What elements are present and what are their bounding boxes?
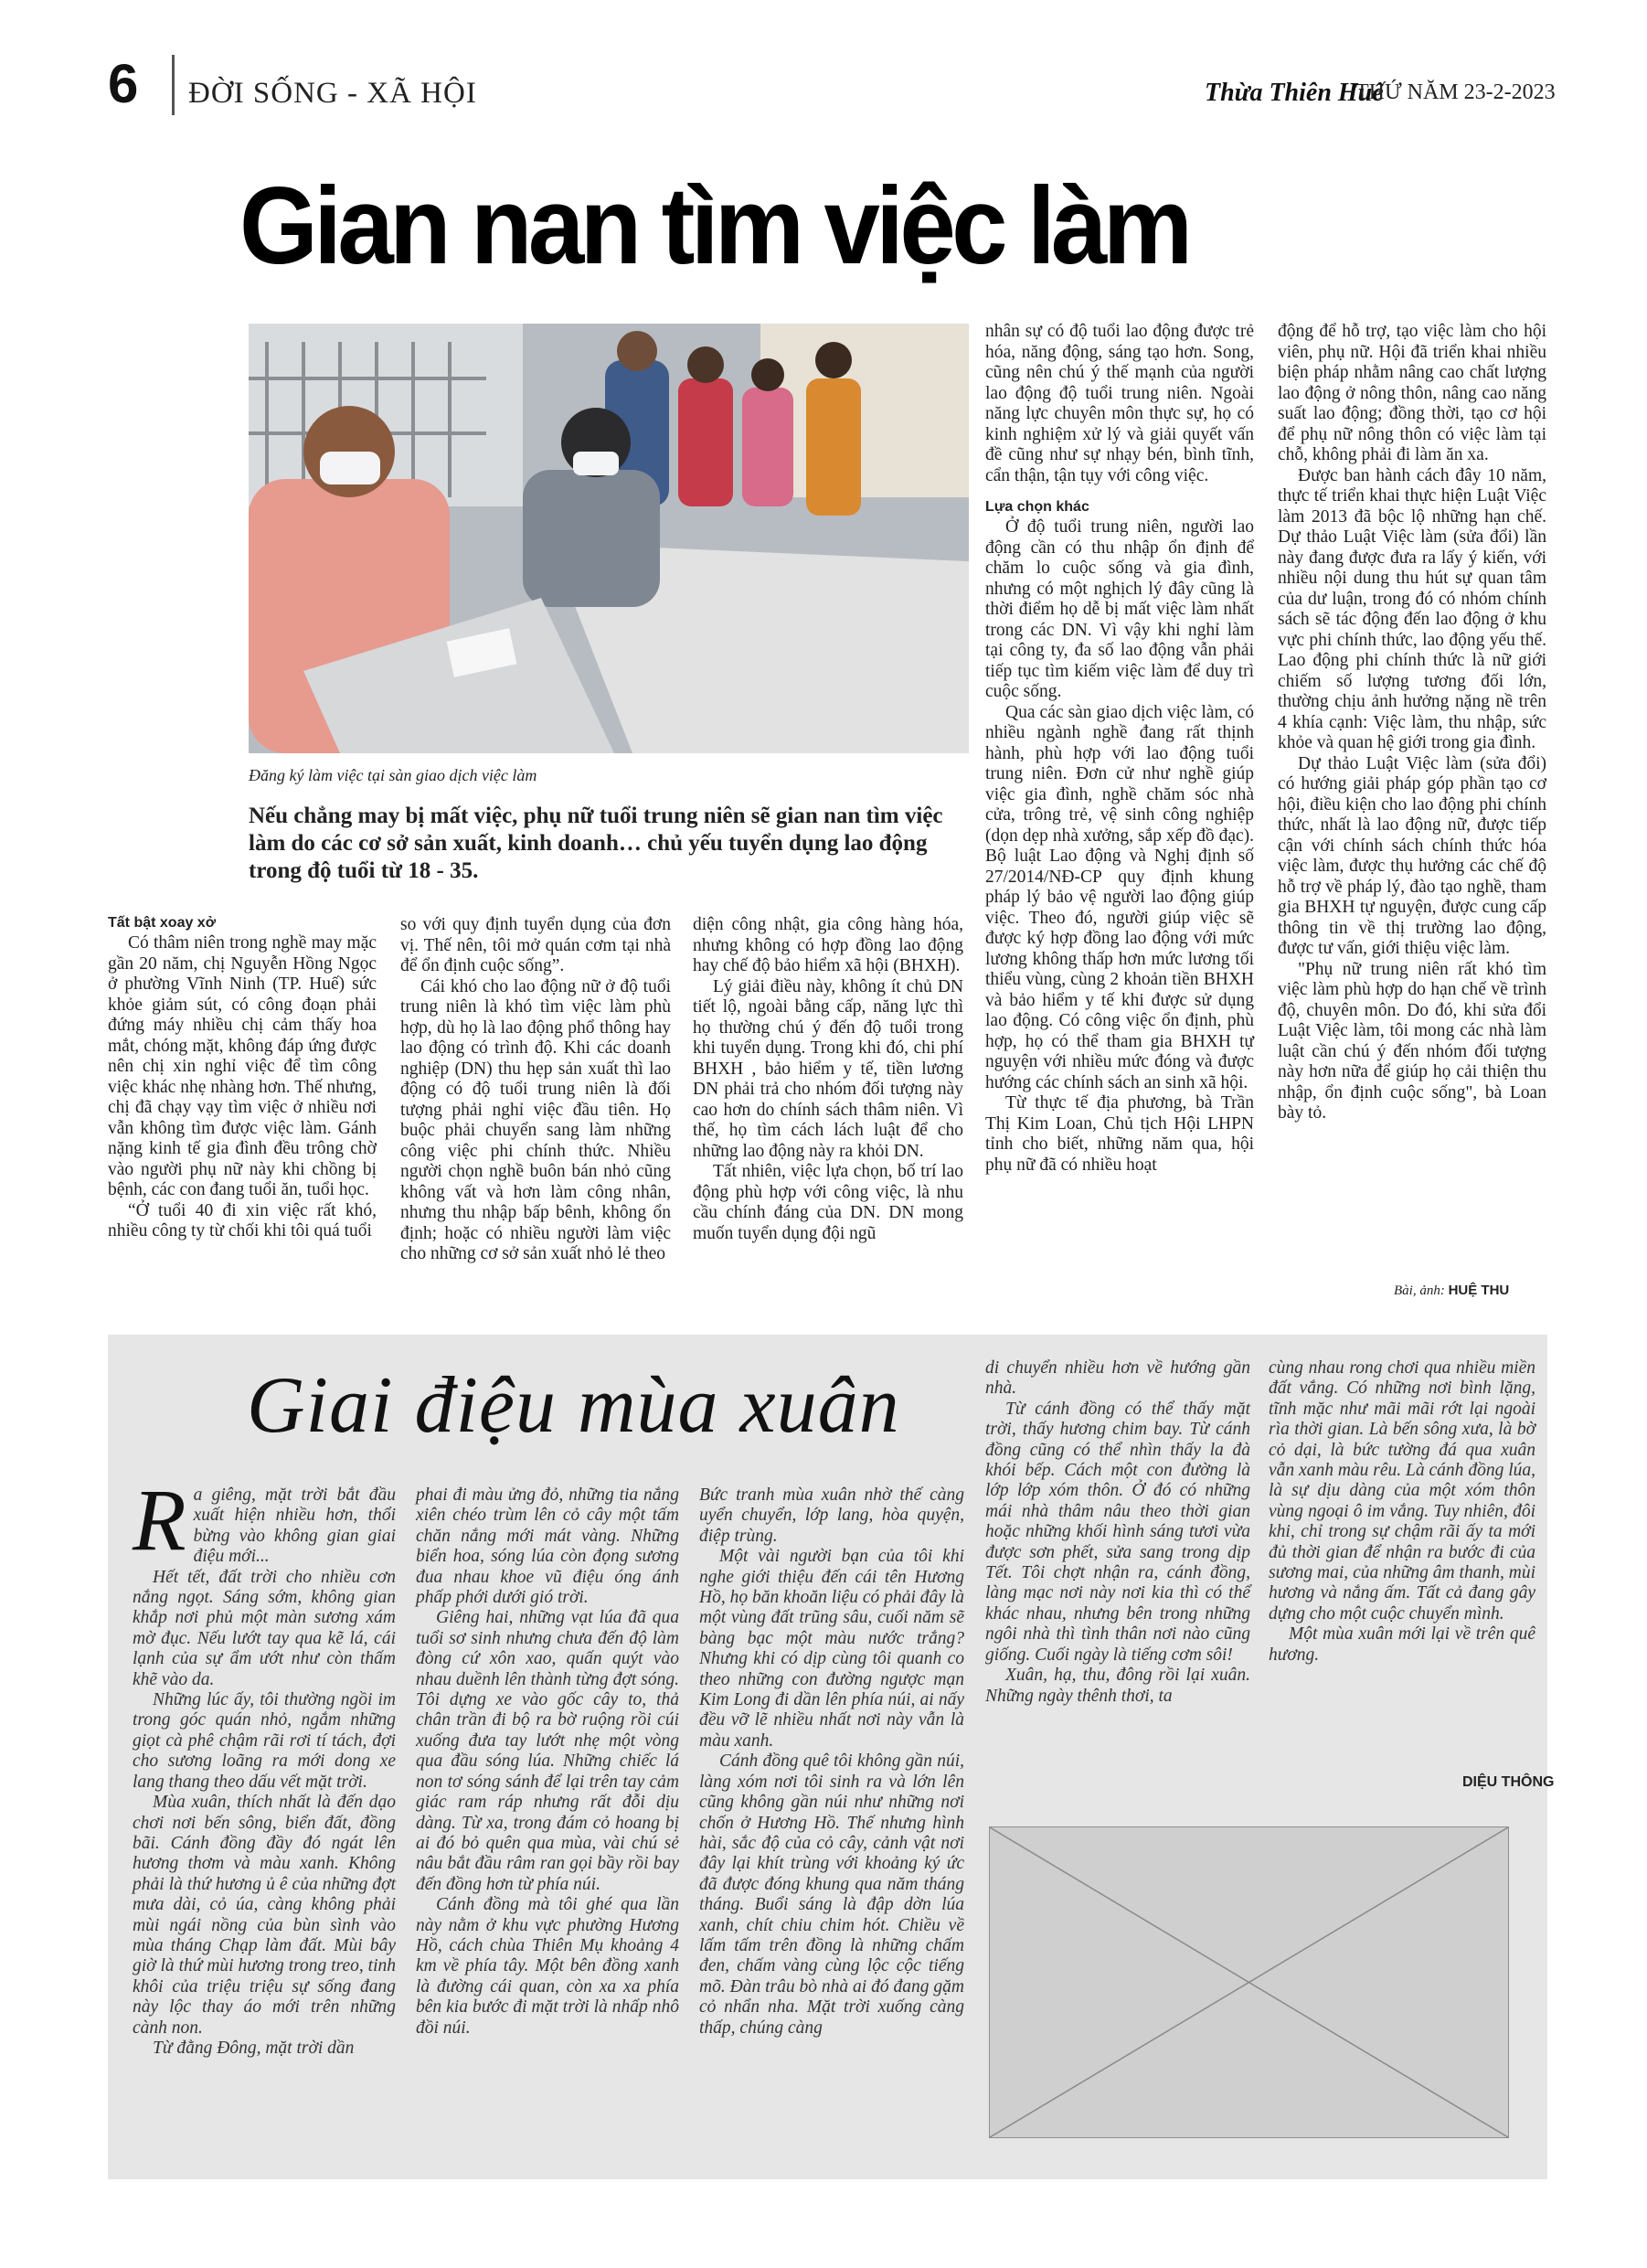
paragraph: “Ở tuổi 40 đi xin việc rất khó, nhiều công ty từ chối khi tôi quá tuổi xyxy=(108,1200,377,1240)
article-column-5 xyxy=(1278,322,1546,1124)
article-lead: Nếu chẳng may bị mất việc, phụ nữ tuổi trung niên sẽ gian nan tìm việc làm do các cơ sở sản xuất, kinh doanh… chủ yếu tuyển dụng lao động trong độ tuổi từ 18 - 35. xyxy=(249,804,943,883)
paragraph: Lý giải điều này, không ít chủ DN tiết lộ, ngoài bằng cấp, năng lực thì họ thường chú ý đến độ tuổi trong khi tuyển dụng. Trong khi đó, chi phí BHXH , bảo hiểm y tế, tiền lương DN phải trả cho nhóm đối tượng này cao hơn do chính sách thâm niên. Vì thế, họ tìm cách lách luật để cho những lao động này ra khỏi DN. xyxy=(693,976,963,1161)
paragraph: di chuyển nhiều hơn về hướng gần nhà. xyxy=(985,1358,1250,1399)
article-photo xyxy=(249,324,969,753)
paragraph: phai đi màu ửng đỏ, những tia nắng xiên chéo trùm lên cỏ cây một tấm chăn nắng mới mát vàng. Những biển hoa, sóng lúa còn đọng sương đua nhau khoe vũ điệu óng ánh phấp phới dưới gió trời. xyxy=(416,1485,679,1608)
paragraph: động để hỗ trợ, tạo việc làm cho hội viên, phụ nữ. Hội đã triển khai nhiều biện pháp nhằm nâng cao chất lượng lao động ở nông thôn, nâng cao năng suất lao động; đồng thời, tạo cơ hội để phụ nữ nông thôn có việc làm tại chỗ, không phải đi làm ăn xa. xyxy=(1278,322,1546,464)
paragraph: Từ thực tế địa phương, bà Trần Thị Kim Loan, Chủ tịch Hội LHPN tỉnh cho biết, những năm qua, hội phụ nữ đã có nhiều hoạt xyxy=(985,1093,1254,1175)
paragraph: Cánh đồng quê tôi không gần núi, làng xóm nơi tôi sinh ra và lớn lên cũng không gần núi như những nơi chốn ở Hương Hồ. Thế nhưng hình hài, sắc độ của cỏ cây, cảnh vật nơi đây lại khít trùng với khoảng ký ức đã được đóng khung qua năm tháng tháng. Buổi sáng là đập dờn lúa xanh, chít chiu chim hót. Chiều về lấm tấm trên đồng là những chấm đen, chấm vàng cùng lộc cộc tiếng mõ. Đàn trâu bò nhà ai đó đang gặm cỏ nhẩn nha. Mặt trời xuống càng thấp, chúng càng xyxy=(699,1752,964,2038)
image-placeholder xyxy=(989,1826,1509,2138)
newspaper-name: Thừa Thiên Huế xyxy=(1205,79,1384,107)
feature-column-5 xyxy=(1269,1358,1535,1666)
article-byline xyxy=(1394,1283,1509,1299)
byline-author: HUỆ THU xyxy=(1448,1283,1510,1298)
paragraph: Mùa xuân, thích nhất là đến dạo chơi nơi bến sông, biển đất, đồng bãi. Cánh đồng đầy đó ngát lên hương thơm và màu xanh. Không phải là thứ hương ủ ê của những đợt mưa dài, cỏ úa, càng không phải mùi ngái nồng của bùn sình vào mùa tháng Chạp làm đất. Mùi bây giờ là thứ mùi hương trong treo, tinh khôi của triệu triệu sự sống đang này lộc thay áo mới trên những cành non. xyxy=(133,1793,396,2038)
placeholder-cross-icon xyxy=(990,1827,1508,2137)
feature-author: DIỆU THÔNG xyxy=(1462,1774,1555,1790)
paragraph: "Phụ nữ trung niên rất khó tìm việc làm phù hợp do hạn chế về trình độ, chuyên môn. Do đó, khi sửa đổi Luật Việc làm, tôi mong các nhà làm luật cần chú ý đến nhóm đối tượng này hơn nữa để giúp họ cải thiện thu nhập, ổn định cuộc sống", bà Loan bày tỏ. xyxy=(1278,959,1546,1123)
paragraph: Giêng hai, những vạt lúa đã qua tuổi sơ sinh nhưng chưa đến độ làm đòng cứ xôn xao, quấn quýt vào nhau duềnh lên thành từng đợt sóng. Tôi dựng xe vào gốc cây to, thả chân trần đi bộ ra bờ ruộng rồi cúi xuống đưa tay lướt nhẹ một vòng qua đầu sóng lúa. Những chiếc lá non tơ sóng sánh để lại trên tay cảm giác ram ráp nhưng rất đỗi dịu dàng. Từ xa, trong đám cỏ hoang bị ai đó bỏ quên qua mùa, vài chú sẻ nâu bắt đầu râm ran gọi bầy rồi bay đến đồng hơn từ phía núi. xyxy=(416,1608,679,1894)
paragraph: Những lúc ấy, tôi thường ngồi im trong góc quán nhỏ, ngắm những giọt cà phê chậm rãi rơi tí tách, đợi cho sương loãng ra mới dong xe lang thang theo dấu vết mặt trời. xyxy=(133,1690,396,1792)
photo-caption: Đăng ký làm việc tại sàn giao dịch việc làm xyxy=(249,766,537,784)
paragraph: Cái khó cho lao động nữ ở độ tuổi trung niên là khó tìm việc làm phù hợp, dù họ là lao động phổ thông hay lao động có trình độ. Khi các doanh nghiệp (DN) thu hẹp sản xuất thì lao động có độ tuổi trung niên là đối tượng phải nghỉ việc đầu tiên. Họ buộc phải chuyển sang làm những công việc phi chính thức. Nhiều người chọn nghề buôn bán nhỏ cũng không vất và hơn làm công nhân, nhưng thu nhập bấp bênh, không ổn định; hoặc có nhiều người làm việc cho những cơ sở sản xuất nhỏ lẻ theo xyxy=(400,976,671,1263)
paragraph: nhân sự có độ tuổi lao động được trẻ hóa, năng động, sáng tạo hơn. Song, cũng nên chú ý thế mạnh của người lao động độ tuổi trung niên. Ngoài năng lực chuyên môn thực sự, họ có kinh nghiệm xử lý và giải quyết vấn đề cũng như sự nhạy bén, bình tĩnh, cẩn thận, tận tụy với công việc. xyxy=(985,322,1254,485)
feature-column-1 xyxy=(133,1471,396,2059)
subhead: Lựa chọn khác xyxy=(985,499,1089,515)
page-number: 6 xyxy=(108,53,139,114)
paragraph: Dự thảo Luật Việc làm (sửa đổi) có hướng giải pháp góp phần tạo cơ hội, điều kiện cho lao động phi chính thức, nhất là lao động nữ, được tiếp cận với chính sách chính thức hóa việc làm, được thụ hưởng các chế độ hỗ trợ về pháp lý, đào tạo nghề, tham gia BHXH tự nguyện, được cung cấp thông tin về thị trường lao động, được tư vấn, giới thiệu việc làm. xyxy=(1278,753,1546,958)
paragraph: Cánh đồng mà tôi ghé qua lần này nằm ở khu vực phường Hương Hồ, cách chùa Thiên Mụ khoảng 4 km về phía tây. Một bên đồng xanh là đường cái quan, còn xa xa phía bên kia bước đi mặt trời là nhấp nhô đồi núi. xyxy=(416,1895,679,2038)
paragraph: Ở độ tuổi trung niên, người lao động cần có thu nhập ổn định để chăm lo cuộc sống và gia đình, nhưng có một nghịch lý đây cũng là thời điểm họ dễ bị mất việc làm nhất trong các DN. Vì vậy khi nghỉ làm tại công ty, đa số lao động vẫn phải tiếp tục tìm kiếm việc làm để duy trì cuộc sống. xyxy=(985,517,1254,701)
paragraph: cùng nhau rong chơi qua nhiều miền đất vắng. Có những nơi bình lặng, tĩnh mặc như mãi mãi rớt lại ngoài rìa thời gian. Là bến sông xưa, là bờ cỏ dại, là bức tường đá qua xuân vẫn xanh màu rêu. Là cánh đồng lúa, là sự dịu dàng của một xóm thôn vùng ngoại ô im vắng. Tuy nhiên, đôi khi, chỉ trong sự chậm rãi ấy ta mới đủ thời gian để nhận ra bước đi của sương mai, của những âm thanh, mùi hương và nắng ấm. Tất cả đang gây dựng cho một cuộc chuyển mình. xyxy=(1269,1358,1535,1624)
article-column-4 xyxy=(985,322,1254,1176)
paragraph: Có thâm niên trong nghề may mặc gần 20 năm, chị Nguyễn Hồng Ngọc ở phường Vĩnh Ninh (TP. Huế) sức khỏe giảm sút, có công đoạn phải đứng máy nhiều chị cảm thấy hoa mắt, chóng mặt, không đáp ứng được nên chị xin nghỉ việc để tìm công việc khác nhẹ nhàng hơn. Thế nhưng, chị đã chạy vạy tìm việc ở nhiều nơi vẫn không tìm được việc làm. Gánh nặng kinh tế gia đình đều trông chờ vào người phụ nữ này khi chồng bị bệnh, các con đang tuổi ăn, tuổi học. xyxy=(108,933,377,1199)
feature-column-3 xyxy=(699,1485,964,2039)
feature-column-4 xyxy=(985,1358,1250,1707)
paragraph: Một mùa xuân mới lại về trên quê hương. xyxy=(1269,1624,1535,1665)
article-column-3 xyxy=(693,915,963,1244)
paragraph: Qua các sàn giao dịch việc làm, có nhiều ngành nghề đang rất thịnh hành, phù hợp với lao động tuổi trung niên. Đơn cử như nghề giúp việc gia đình, nghề chăm sóc nhà cửa, trông trẻ, vệ sinh công nghiệp (dọn dẹp nhà xưởng, sắp xếp đồ đạc). Bộ luật Lao động và Nghị định số 27/2014/NĐ-CP quy định khung pháp lý bảo vệ người lao động giúp việc. Theo đó, người giúp việc sẽ được ký hợp đồng lao động với mức lương không thấp hơn mức lương tối thiểu vùng, cùng 2 khoản tiền BHXH và bảo hiểm y tế khi được sử dụng lao động. Có công việc ổn định, phù hợp, họ có thể tham gia BHXH tự nguyện với nhiều mức đóng và được hướng các chính sách an sinh xã hội. xyxy=(985,702,1254,1092)
paragraph: diện công nhật, gia công hàng hóa, nhưng không có hợp đồng lao động hay chế độ bảo hiểm xã hội (BHXH). xyxy=(693,915,963,975)
issue-date: THỨ NĂM 23-2-2023 xyxy=(1355,80,1556,104)
paragraph: Xuân, hạ, thu, đông rồi lại xuân. Những ngày thênh thơi, ta xyxy=(985,1666,1250,1706)
paragraph: Một vài người bạn của tôi khi nghe giới thiệu đến cái tên Hương Hồ, họ băn khoăn liệu có phải đây là một vùng đất trũng sâu, cuối năm sẽ bàng bạc một màu nước trắng? Nhưng khi có dịp cùng tôi quanh co theo những con đường ngược mạn Kim Long đi dần lên phía núi, ai nấy đều vỡ lẽ nhiều nhất nơi này vẫn là màu xanh. xyxy=(699,1547,964,1751)
article-headline: Gian nan tìm việc làm xyxy=(239,165,1189,287)
feature-column-2 xyxy=(416,1485,679,2039)
paragraph: a giêng, mặt trời bắt đầu xuất hiện nhiều hơn, thổi bừng vào không gian giai điệu mới... xyxy=(193,1485,396,1567)
feature-title: Giai điệu mùa xuân xyxy=(247,1361,900,1450)
article-column-1 xyxy=(108,915,377,1242)
byline-label: Bài, ảnh: xyxy=(1394,1283,1445,1298)
paragraph: Được ban hành cách đây 10 năm, thực tế triển khai thực hiện Luật Việc làm 2013 đã bộc lộ những hạn chế. Dự thảo Luật Việc làm (sửa đổi) lần này đang được đưa ra lấy ý kiến, với nhiều nội dung thu hút sự quan tâm của dư luận, trong đó có nhóm chính sách sẽ tác động đến lao động ở khu vực phi chính thức, lao động yếu thế. Lao động phi chính thức là nữ giới chiếm số lượng tương đối lớn, thường chịu ảnh hưởng nặng nề trên 4 khía cạnh: Việc làm, thu nhập, sức khỏe và quan hệ giới trong gia đình. xyxy=(1278,465,1546,752)
paragraph: Từ cánh đồng có thể thấy mặt trời, thấy hương chim bay. Từ cánh đồng cũng có thể nhìn thấy la đà khói bếp. Cách một con đường là lớp lớp xóm thôn. Ở đó có những mái nhà thâm nâu theo thời gian hoặc những khối hình sáng tươi vừa được sơn phết, sửa sang trong dịp Tết. Tôi chợt nhận ra, cánh đồng, làng mạc nơi này nơi kia thì có thể khác nhau, nhưng bên trong những ngôi nhà thì tình thân nơi nào cũng giống. Cuối ngày là tiếng cơm sôi! xyxy=(985,1399,1250,1665)
photo-illustration xyxy=(249,324,969,753)
paragraph: Tất nhiên, việc lựa chọn, bố trí lao động phù hợp với công việc, là nhu cầu chính đáng của DN. DN mong muốn tuyển dụng đội ngũ xyxy=(693,1162,963,1243)
subhead: Tất bật xoay xở xyxy=(108,915,217,931)
section-name: ĐỜI SỐNG - XÃ HỘI xyxy=(188,77,477,110)
paragraph: so với quy định tuyển dụng của đơn vị. Thế nên, tôi mở quán cơm tại nhà để ổn định cuộc sống”. xyxy=(400,915,671,975)
header-divider xyxy=(172,55,175,115)
drop-cap: R xyxy=(133,1471,186,1569)
paragraph: Hết tết, đất trời cho nhiều cơn nắng ngọt. Sáng sớm, không gian khắp nơi phủ một màn sương xám mờ đục. Nếu lướt tay qua kẽ lá, cái lạnh của sự ẩm ướt như còn thấm khẽ vào da. xyxy=(133,1567,396,1689)
article-column-2 xyxy=(400,915,671,1265)
paragraph: Từ đằng Đông, mặt trời dần xyxy=(153,2038,355,2058)
paragraph: Bức tranh mùa xuân nhờ thế càng uyển chuyển, lớp lang, hòa quyện, điệp trùng. xyxy=(699,1485,964,1546)
